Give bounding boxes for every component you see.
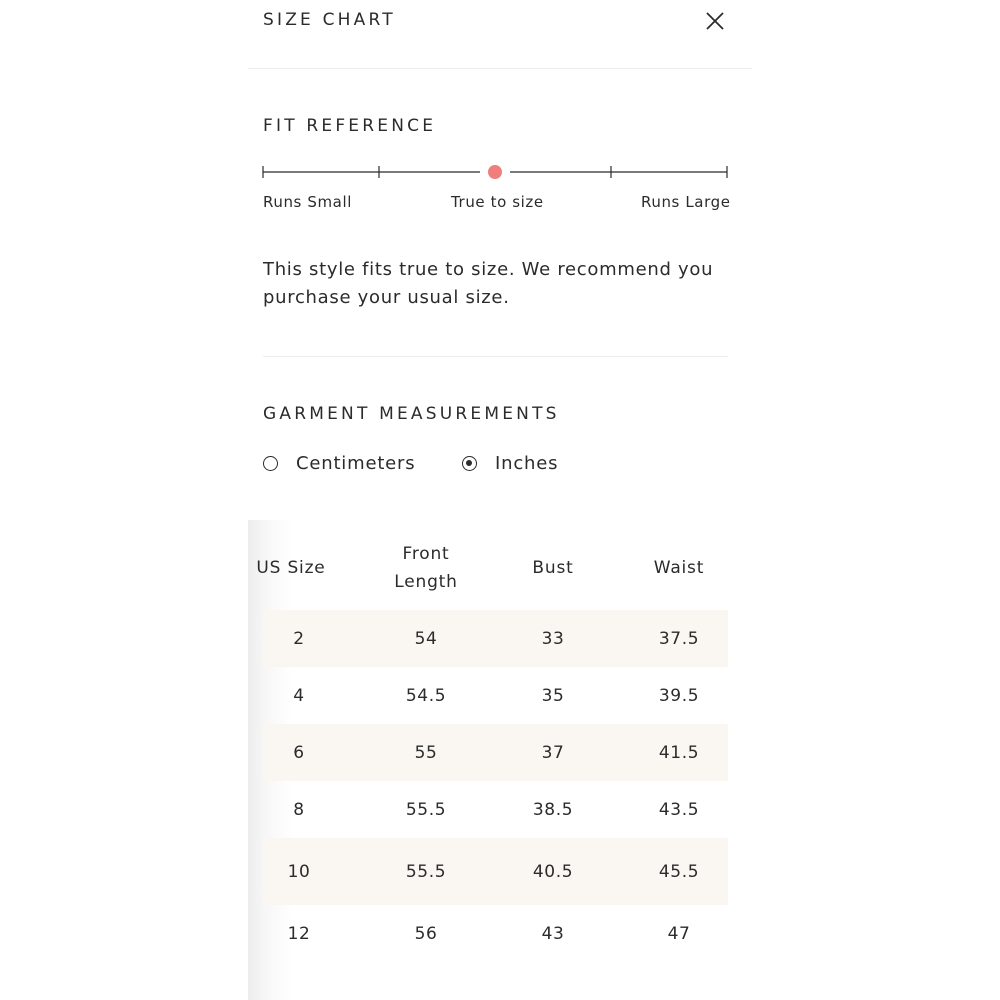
- cell-waist: 39.5: [658, 685, 700, 706]
- cell-waist: 37.5: [658, 628, 700, 649]
- cell-bust: 33: [541, 628, 565, 649]
- cell-us-size: 10: [287, 861, 311, 882]
- fit-label-true-to-size: True to size: [451, 193, 544, 211]
- cell-waist: 47: [667, 924, 691, 944]
- cell-front-length: 55.5: [405, 861, 447, 882]
- fit-reference-title: FIT REFERENCE: [263, 116, 437, 136]
- cell-bust: 43: [541, 924, 565, 944]
- close-button[interactable]: [702, 8, 728, 34]
- fit-scale-track: [262, 160, 728, 184]
- measurements-table-header: [256, 536, 728, 600]
- cell-front-length: 54: [414, 628, 438, 649]
- cell-front-length: 55.5: [405, 799, 447, 820]
- cell-waist: 41.5: [658, 742, 700, 763]
- fit-scale: [262, 160, 728, 184]
- close-icon: [702, 8, 728, 34]
- column-header-waist: Waist: [653, 558, 705, 578]
- cell-bust: 38.5: [532, 799, 574, 820]
- column-header-bust: Bust: [532, 558, 574, 578]
- fit-description: This style fits true to size. We recommend you purchase your usual size.: [263, 259, 714, 308]
- radio-centimeters[interactable]: [263, 456, 278, 471]
- table-row: [263, 667, 728, 724]
- table-row: [263, 905, 728, 963]
- size-chart-panel: [248, 0, 752, 1000]
- cell-us-size: 4: [293, 685, 305, 706]
- table-row: [263, 724, 728, 781]
- cell-waist: 43.5: [658, 799, 700, 820]
- cell-us-size: 8: [293, 799, 305, 820]
- cell-us-size: 6: [293, 742, 305, 763]
- unit-option-inches[interactable]: [462, 450, 558, 476]
- cell-front-length: 54.5: [405, 685, 447, 706]
- cell-bust: 37: [541, 742, 565, 763]
- section-divider: [263, 356, 728, 357]
- radio-inches[interactable]: [462, 456, 477, 471]
- cell-bust: 35: [541, 685, 565, 706]
- table-row: [263, 781, 728, 838]
- fit-label-runs-large: Runs Large: [641, 193, 731, 211]
- size-chart-title: SIZE CHART: [263, 10, 396, 30]
- fit-label-runs-small: Runs Small: [263, 193, 353, 211]
- column-header-front-length: Front Length: [394, 544, 458, 592]
- fit-marker: [488, 165, 502, 179]
- cell-bust: 40.5: [532, 861, 574, 882]
- unit-label-inches: Inches: [495, 452, 559, 474]
- unit-label-centimeters: Centimeters: [296, 452, 416, 474]
- unit-option-centimeters[interactable]: [263, 450, 415, 476]
- table-row: [263, 610, 728, 667]
- column-header-us-size: US Size: [256, 558, 326, 578]
- garment-measurements-title: GARMENT MEASUREMENTS: [263, 404, 560, 424]
- cell-front-length: 55: [414, 742, 438, 763]
- cell-us-size: 12: [287, 924, 311, 944]
- cell-front-length: 56: [414, 924, 438, 944]
- cell-us-size: 2: [293, 628, 305, 649]
- table-row: [263, 838, 728, 905]
- header-divider: [248, 68, 752, 69]
- cell-waist: 45.5: [658, 861, 700, 882]
